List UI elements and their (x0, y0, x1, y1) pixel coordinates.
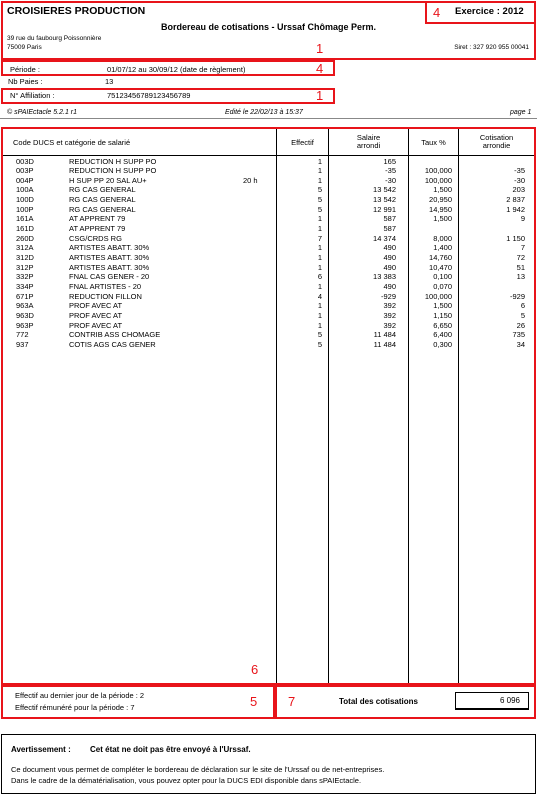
cell-code: 937 (16, 339, 29, 349)
cell-label: AT APPRENT 79 (69, 224, 126, 234)
cell-taux: 6,650 (433, 320, 452, 330)
table-row (3, 330, 534, 340)
cell-cot: 26 (516, 320, 525, 330)
cell-taux: 100,000 (424, 166, 452, 176)
cell-eff: 4 (317, 291, 322, 301)
cell-taux: 100,000 (424, 175, 452, 185)
cell-code: 963D (16, 310, 34, 320)
annotation-4-exercice: 4 (433, 5, 441, 20)
cell-code: 963A (16, 301, 34, 311)
table-row (3, 292, 534, 302)
cell-sal: 490 (383, 262, 396, 272)
cell-cot: 51 (516, 262, 525, 272)
cell-sal: 13 542 (373, 185, 396, 195)
affiliation-row (1, 88, 335, 104)
address-line-2: 75009 Paris (7, 44, 42, 51)
affiliation-value: 75123456789123456789 (107, 91, 191, 100)
cell-code: 100D (16, 195, 34, 205)
cell-sal: 13 542 (373, 195, 396, 205)
effectif-dernier: Effectif au dernier jour de la période : 2 (15, 691, 145, 700)
header-taux: Taux % (421, 138, 446, 147)
periode-value: 01/07/12 au 30/09/12 (date de règlement) (107, 65, 246, 74)
cell-eff: 5 (317, 330, 322, 340)
total-value: 6 096 (499, 696, 520, 705)
cell-taux: 14,760 (429, 253, 452, 262)
address-line-1: 39 rue du faubourg Poissonnière (7, 35, 102, 42)
cell-eff: 1 (317, 175, 322, 185)
cell-label: RG CAS GENERAL (69, 204, 136, 214)
annotation-1-header: 1 (316, 41, 324, 56)
cell-taux: 6,400 (433, 330, 452, 340)
cell-extra: 20 h (243, 175, 258, 185)
cell-taux: 1,500 (433, 185, 452, 195)
cell-label: REDUCTION H SUPP PO (69, 166, 157, 176)
table-row (3, 282, 534, 292)
cell-label: RG CAS GENERAL (69, 195, 136, 205)
cell-taux: 1,500 (433, 214, 452, 224)
cell-eff: 1 (317, 253, 322, 262)
cell-label: ARTISTES ABATT. 30% (69, 262, 150, 272)
warning-line-1: Ce document vous permet de compléter le bordereau de déclaration sur le site de l'Urssaf ou de net-entreprises. (11, 765, 385, 774)
annotation-6: 6 (251, 662, 259, 677)
cell-taux: 8,000 (433, 233, 452, 243)
cell-label: CSG/CRDS RG (69, 233, 122, 243)
table-row (3, 263, 534, 273)
total-value-box (455, 692, 529, 710)
cell-cot: 5 (520, 310, 525, 320)
cell-sal: 490 (383, 281, 396, 291)
cell-sal: 392 (383, 310, 396, 320)
table-row (3, 185, 534, 195)
nbpaies-value: 13 (105, 77, 114, 86)
cell-cot: 735 (512, 330, 525, 340)
table-row (3, 176, 534, 186)
company-name: CROISIERES PRODUCTION (7, 5, 146, 17)
cell-sal: 12 991 (373, 204, 396, 214)
cell-cot: 1 150 (506, 233, 525, 243)
cell-sal: 11 484 (373, 330, 396, 340)
cell-eff: 1 (317, 320, 322, 330)
cell-eff: 5 (317, 185, 322, 195)
cell-sal: 392 (383, 301, 396, 311)
cell-eff: 1 (317, 224, 322, 234)
cell-code: 260D (16, 233, 34, 243)
cell-code: 312P (16, 262, 34, 272)
cell-sal: 13 383 (373, 272, 396, 282)
cell-code: 312D (16, 253, 34, 262)
cell-eff: 5 (317, 195, 322, 205)
cell-sal: 587 (383, 214, 396, 224)
total-label: Total des cotisations (339, 697, 418, 706)
cell-cot: 7 (520, 243, 525, 253)
header-cotisation: Cotisation arrondie (479, 133, 514, 150)
cell-code: 100A (16, 185, 34, 195)
cell-taux: 0,100 (433, 272, 452, 282)
table-row (3, 272, 534, 282)
cell-eff: 7 (317, 233, 322, 243)
cell-label: H SUP PP 20 SAL AU+ (69, 175, 147, 185)
cell-eff: 1 (317, 214, 322, 224)
cell-label: PROF AVEC AT (69, 301, 123, 311)
cell-label: REDUCTION FILLON (69, 291, 142, 301)
cell-label: CONTRIB ASS CHOMAGE (69, 330, 161, 340)
separator (0, 118, 537, 119)
cell-eff: 1 (317, 156, 322, 166)
cell-label: PROF AVEC AT (69, 310, 123, 320)
cell-taux: 1,150 (433, 310, 452, 320)
table-row (3, 321, 534, 331)
warning-title: Avertissement : (11, 745, 71, 754)
annotation-5: 5 (250, 694, 258, 709)
effectif-box (1, 685, 275, 719)
table-row (3, 301, 534, 311)
affiliation-label: N° Affiliation : (10, 91, 55, 100)
cell-taux: 10,470 (429, 262, 452, 272)
cell-cot: -929 (509, 291, 525, 301)
cell-sal: -30 (385, 175, 396, 185)
cell-sal: 587 (383, 224, 396, 234)
cell-code: 004P (16, 175, 34, 185)
cell-taux: 1,500 (433, 301, 452, 311)
cell-cot: -30 (514, 175, 525, 185)
table-row (3, 224, 534, 234)
cell-eff: 5 (317, 204, 322, 214)
cotisations-table (1, 127, 536, 685)
cell-taux: 1,400 (433, 243, 452, 253)
cell-label: COTIS AGS CAS GENER (69, 339, 156, 349)
cell-eff: 1 (317, 281, 322, 291)
nbpaies-label: Nb Paies : (8, 77, 43, 86)
table-row (3, 205, 534, 215)
cell-cot: 2 837 (506, 195, 525, 205)
cell-sal: -35 (385, 166, 396, 176)
cell-sal: 392 (383, 320, 396, 330)
cell-cot: 1 942 (506, 204, 525, 214)
cell-taux: 20,950 (429, 195, 452, 205)
cell-sal: 11 484 (373, 339, 396, 349)
cell-cot: 203 (512, 185, 525, 195)
table-row (3, 234, 534, 244)
header-salaire: Salaire arrondi (356, 133, 381, 150)
table-row (3, 340, 534, 350)
cell-code: 671P (16, 291, 34, 301)
cell-cot: -35 (514, 166, 525, 176)
periode-label: Période : (10, 65, 41, 74)
cell-taux: 100,000 (424, 291, 452, 301)
annotation-1-affiliation: 1 (316, 88, 324, 103)
cell-eff: 1 (317, 166, 322, 176)
cell-code: 332P (16, 272, 34, 282)
edited-date: Edité le 22/02/13 à 15:37 (225, 109, 303, 116)
periode-row (1, 60, 335, 76)
cell-eff: 1 (317, 262, 322, 272)
cell-code: 100P (16, 204, 34, 214)
table-row (3, 311, 534, 321)
software-version: © sPAIEctacle 5.2.1 r1 (7, 109, 78, 116)
cell-label: FNAL ARTISTES - 20 (69, 281, 142, 291)
cell-code: 334P (16, 281, 34, 291)
cell-cot: 13 (516, 272, 525, 282)
cell-code: 161D (16, 224, 34, 234)
cell-sal: 14 374 (373, 233, 396, 243)
cell-label: ARTISTES ABATT. 30% (69, 253, 150, 262)
siret: Siret : 327 920 955 00041 (454, 44, 529, 51)
cell-eff: 1 (317, 310, 322, 320)
cell-label: RG CAS GENERAL (69, 185, 136, 195)
annotation-7: 7 (288, 694, 296, 709)
table-row (3, 157, 534, 167)
cell-cot: 72 (516, 253, 525, 262)
warning-line-2: Dans le cadre de la dématérialisation, vous pouvez opter pour la DUCS EDI disponible dans sPAIEctacle. (11, 776, 362, 785)
cell-eff: 5 (317, 339, 322, 349)
header-code: Code DUCS et catégorie de salarié (13, 138, 131, 147)
cell-cot: 34 (516, 339, 525, 349)
cell-label: AT APPRENT 79 (69, 214, 126, 224)
cell-code: 161A (16, 214, 34, 224)
document-title: Bordereau de cotisations - Urssaf Chômage Perm. (160, 22, 377, 32)
cell-label: REDUCTION H SUPP PO (69, 156, 157, 166)
cell-label: ARTISTES ABATT. 30% (69, 243, 150, 253)
annotation-4-periode: 4 (316, 61, 324, 76)
table-row (3, 253, 534, 263)
cell-taux: 14,950 (429, 204, 452, 214)
cell-label: PROF AVEC AT (69, 320, 123, 330)
exercice: Exercice : 2012 (455, 6, 524, 17)
cell-taux: 0,070 (433, 281, 452, 291)
cell-sal: -929 (380, 291, 396, 301)
cell-cot: 9 (520, 214, 525, 224)
table-row (3, 195, 534, 205)
effectif-remunere: Effectif rémunéré pour la période : 7 (15, 703, 135, 712)
cell-sal: 165 (383, 156, 396, 166)
cell-code: 312A (16, 243, 34, 253)
cell-code: 772 (16, 330, 29, 340)
warning-title-text: Cet état ne doit pas être envoyé à l'Urssaf. (90, 745, 251, 754)
cell-sal: 490 (383, 243, 396, 253)
header-effectif: Effectif (291, 138, 314, 147)
table-row (3, 243, 534, 253)
cell-label: FNAL CAS GENER - 20 (69, 272, 150, 282)
cell-taux: 0,300 (433, 339, 452, 349)
table-row (3, 166, 534, 176)
table-row (3, 214, 534, 224)
cell-eff: 1 (317, 301, 322, 311)
cell-eff: 1 (317, 243, 322, 253)
cell-cot: 6 (520, 301, 525, 311)
cell-sal: 490 (383, 253, 396, 262)
cell-code: 003D (16, 156, 34, 166)
warning-box (1, 734, 536, 794)
page-number: page 1 (510, 109, 532, 116)
cell-code: 963P (16, 320, 34, 330)
cell-code: 003P (16, 166, 34, 176)
cell-eff: 6 (317, 272, 322, 282)
